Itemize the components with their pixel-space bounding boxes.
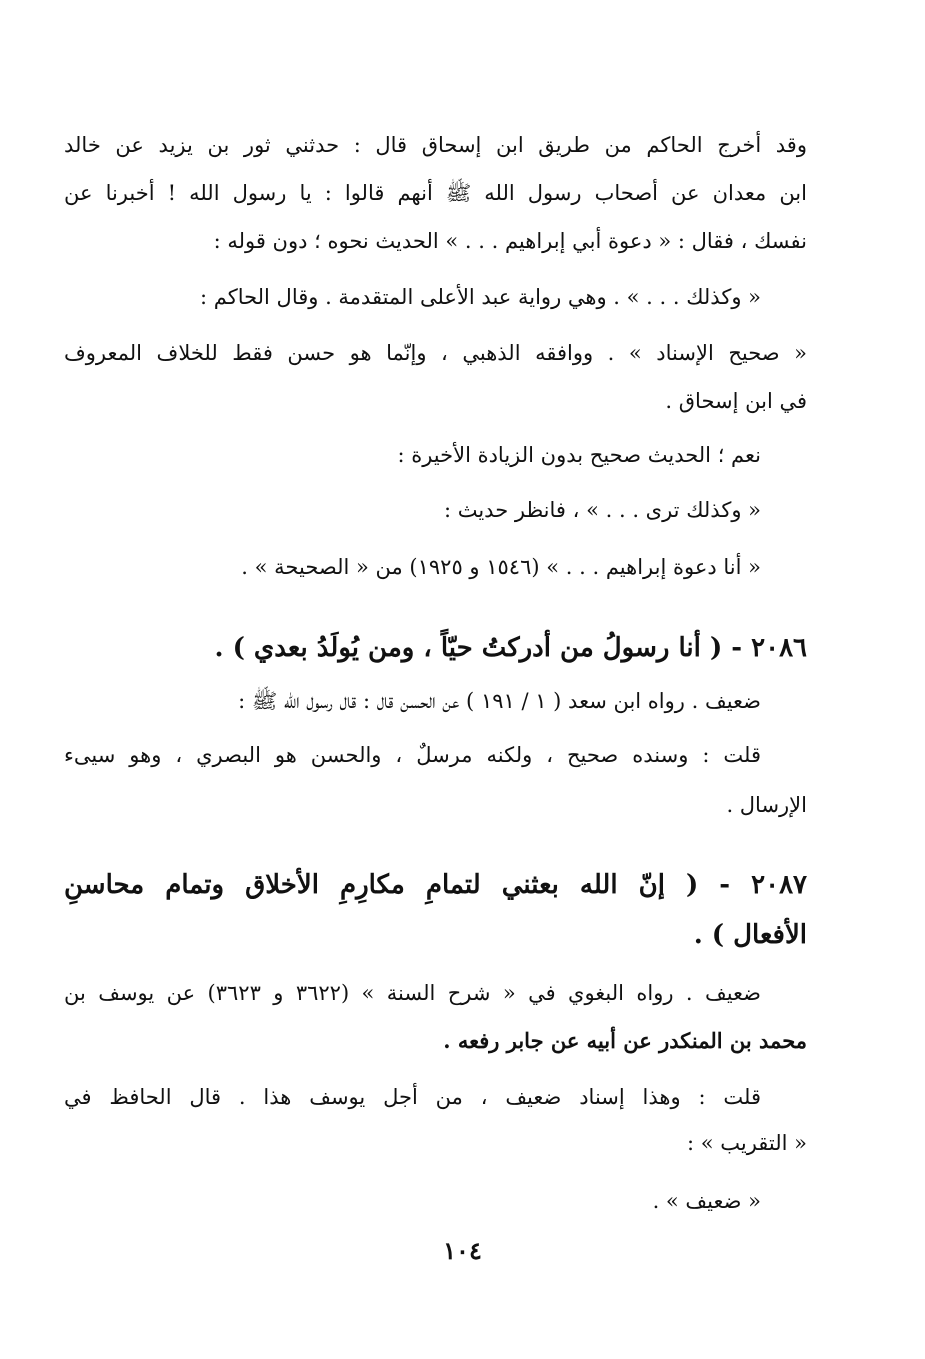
- text-line: وقد أخرج الحاكم من طريق ابن إسحاق قال : حدثني ثور بن يزيد عن خالد: [64, 133, 807, 157]
- text-line: الإرسال .: [726, 793, 807, 817]
- text-line: في ابن إسحاق .: [665, 389, 807, 413]
- hadith-heading: ٢٠٨٦ - ( أنا رسولُ من أدركتُ حيّاً ، ومن يُولَدُ بعدي ) .: [214, 633, 807, 663]
- text-line: قلت : وهذا إسناد ضعيف ، من أجل يوسف هذا . قال الحافظ في: [64, 1085, 761, 1109]
- hadith-heading: الأفعال ) .: [693, 920, 807, 950]
- text-line: محمد بن المنكدر عن أبيه عن جابر رفعه .: [443, 1028, 807, 1053]
- text-line: « ضعيف » .: [652, 1189, 761, 1213]
- text-line: ابن معدان عن أصحاب رسول الله ﷺ أنهم قالوا : يا رسول الله ! أخبرنا عن: [64, 181, 807, 205]
- text-line: قلت : وسنده صحيح ، ولكنه مرسلٌ ، والحسن هو البصري ، وهو سيىء: [64, 743, 761, 767]
- text-line: ضعيف . رواه البغوي في « شرح السنة » (٣٦٢٢ و ٣٦٢٣) عن يوسف بن: [64, 981, 761, 1005]
- text-line: « وكذلك ترى . . . » ، فانظر حديث :: [443, 498, 761, 522]
- text-line: « أنا دعوة إبراهيم . . . » (١٥٤٦ و ١٩٢٥) من « الصحيحة » .: [241, 555, 761, 579]
- text-line: « وكذلك . . . » . وهي رواية عبد الأعلى المتقدمة . وقال الحاكم :: [199, 285, 761, 309]
- page-number: ١٠٤: [443, 1236, 482, 1265]
- text-line: « صحيح الإسناد » . ووافقه الذهبي ، وإنّما هو حسن فقط للخلاف المعروف: [64, 341, 807, 365]
- hadith-heading: ٢٠٨٧ - ( إنّ الله بعثني لتمامِ مكارِمِ الأخلاق وتمام محاسنِ: [64, 870, 807, 900]
- text-line: ضعيف . رواه ابن سعد ( ١ / ١٩١ ) عن الحسن قال : قال رسول الله ﷺ :: [238, 689, 761, 713]
- text-line: نعم ؛ الحديث صحيح بدون الزيادة الأخيرة :: [397, 443, 761, 467]
- text-line: نفسك ، فقال : « دعوة أبي إبراهيم . . . » الحديث نحوه ؛ دون قوله :: [213, 229, 807, 253]
- text-line: « التقريب » :: [686, 1131, 807, 1155]
